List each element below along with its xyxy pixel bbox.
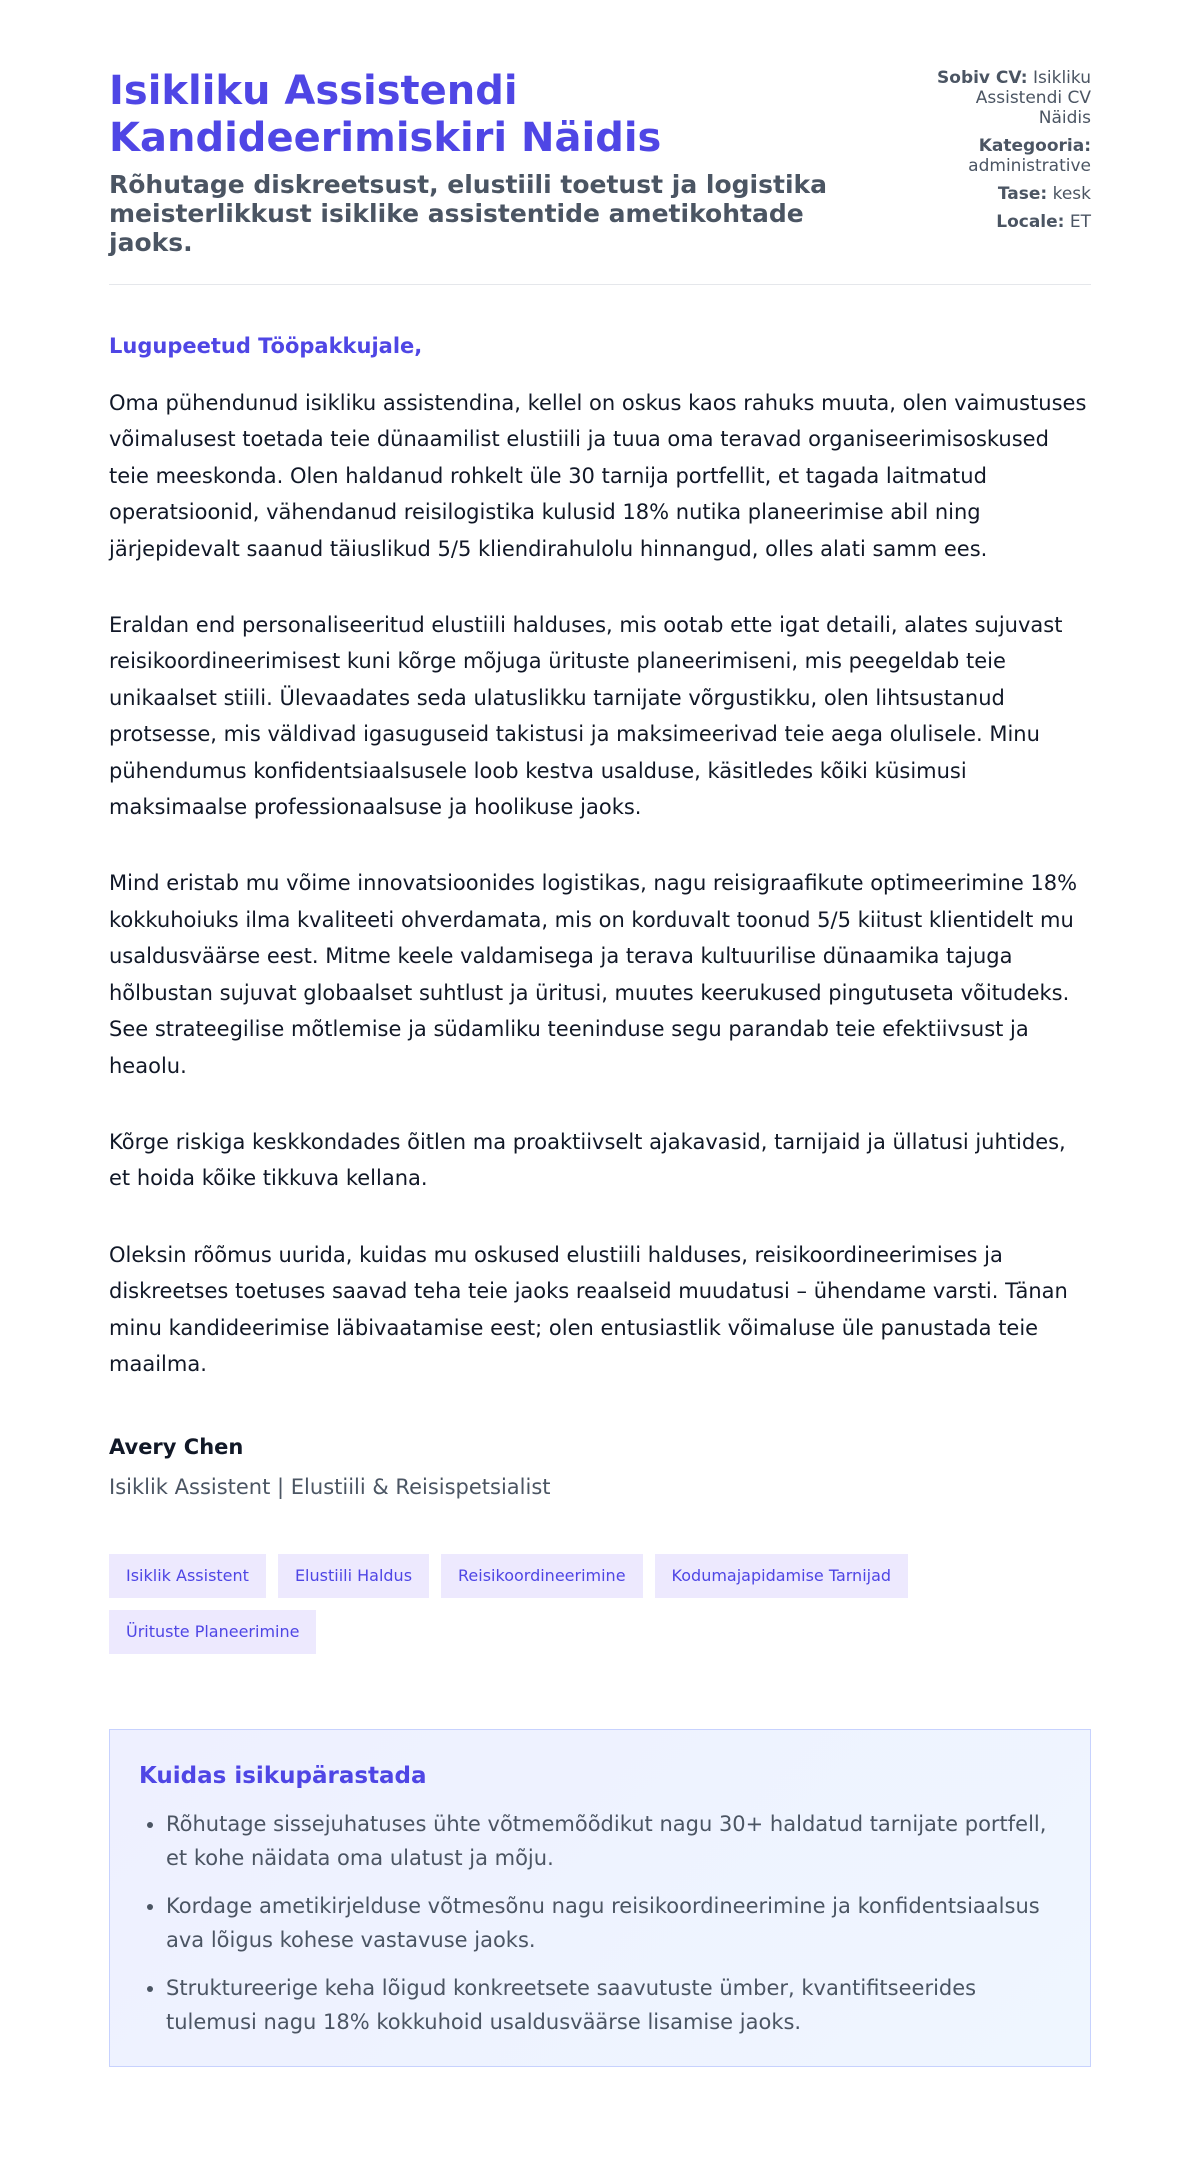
tips-list [139, 1807, 1061, 2039]
meta-locale [921, 212, 1091, 232]
meta-locale-label: Locale: [996, 212, 1065, 232]
personalization-tips-box [109, 1729, 1091, 2067]
letter-paragraph: Oma pühendunud isikliku assistendina, kellel on oskus kaos rahuks muuta, olen vaimustuses võimalusest toetada teie dünaamilist elustiili ja tuua oma teravad organiseerimisoskused teie meeskonda. Olen haldanud rohkelt üle 30 tarnija portfellit, et tagada laitmatud operatsioonid, vähendanud reisilogistika kulusid 18% nutika planeerimise abil ning järjepidevalt saanud täiuslikud 5/5 kliendirahulolu hinnangud, olles alati samm ees. [109, 391, 1087, 561]
meta-category-label: Kategooria: [978, 136, 1091, 156]
tip-item: • Struktureerige keha lõigud konkreetsete saavutuste ümber, kvantifitseerides tulemusi nagu 18% kokkuhoid usaldusväärse lisamise jaoks. [166, 1971, 1061, 2039]
skill-tag: Kodumajapidamise Tarnijad [655, 1554, 909, 1598]
page-title: Isikliku Assistendi Kandideerimiskiri Näidis [109, 68, 662, 161]
letter-body [109, 385, 1091, 1382]
skill-tag: Ürituste Planeerimine [109, 1610, 316, 1654]
signature-name: Avery Chen [109, 1435, 244, 1460]
letter-paragraph: Eraldan end personaliseeritud elustiili halduses, mis ootab ette igat detaili, alates sujuvast reisikoordineerimisest kuni kõrge mõjuga ürituste planeerimiseni, mis peegeldab teie unikaalset stiili. Ülevaadates seda ulatuslikku tarnijate võrgustikku, olen lihtsustanud protsesse, mis väldivad igasuguseid takistusi ja maksimeerivad teie aega olulisele. Minu pühendumus konfidentsiaalsusele loob kestva usalduse, käsitledes kõiki küsimusi maksimaalse professionaalsuse ja hoolikuse jaoks. [109, 613, 1063, 820]
letter-paragraph: Mind eristab mu võime innovatsioonides logistikas, nagu reisigraafikute optimeerimine 18% kokkuhoiuks ilma kvaliteeti ohverdamata, mis on korduvalt toonud 5/5 kiitust klientidelt mu usaldusväärse eest. Mitme keele valdamisega ja terava kultuurilise dünaamika tajuga hõlbustan sujuvat globaalset suhtlust ja üritusi, muutes keerukused pingutuseta võitudeks. See strateegilise mõtlemise ja südamliku teeninduse segu parandab teie efektiivsust ja heaolu. [109, 871, 1078, 1078]
skill-tag: Isiklik Assistent [109, 1554, 266, 1598]
meta-category [921, 136, 1091, 176]
meta-cv-label: Sobiv CV: [937, 68, 1028, 88]
meta-level-label: Tase: [997, 184, 1048, 204]
salutation: Lugupeetud Tööpakkujale, [109, 334, 423, 358]
skill-tags [109, 1554, 1099, 1654]
meta-panel [921, 68, 1091, 240]
page-subtitle: Rõhutage diskreetsust, elustiili toetust ja logistika meisterlikkust isiklike assistentide ametikohtade jaoks. [109, 170, 828, 257]
meta-level-value: kesk [1052, 184, 1091, 204]
letter-paragraph: Kõrge riskiga keskkondades õitlen ma proaktiivselt ajakavasid, tarnijaid ja üllatusi juhtides, et hoida kõike tikkuva kellana. [109, 1129, 1066, 1191]
letter-paragraph: Oleksin rõõmus uurida, kuidas mu oskused elustiili halduses, reisikoordineerimises ja diskreetses toetuses saavad teha teie jaoks reaalseid muudatusi – ühendame varsti. Tänan minu kandideerimise läbivaatamise eest; olen entusiastlik võimaluse üle panustada teie maailma. [109, 1242, 1068, 1376]
skill-tag: Reisikoordineerimine [441, 1554, 643, 1598]
meta-cv [921, 68, 1091, 128]
tips-title: Kuidas isikupärastada [139, 1763, 427, 1790]
signature-block [109, 1434, 1091, 1500]
meta-level [921, 184, 1091, 204]
meta-category-value: administrative [968, 156, 1091, 176]
skill-tag: Elustiili Haldus [278, 1554, 429, 1598]
signature-title: Isiklik Assistent | Elustiili & Reisispetsialist [109, 1475, 551, 1500]
tip-item: • Rõhutage sissejuhatuses ühte võtmemõõdikut nagu 30+ haldatud tarnijate portfell, et kohe näidata oma ulatust ja mõju. [166, 1807, 1061, 1875]
meta-cv-value: Isikliku Assistendi CV Näidis [975, 68, 1091, 128]
tip-item: • Kordage ametikirjelduse võtmesõnu nagu reisikoordineerimine ja konfidentsiaalsus ava lõigus kohese vastavuse jaoks. [166, 1889, 1061, 1957]
page-header [109, 68, 1091, 285]
title-block [109, 68, 869, 257]
meta-locale-value: ET [1069, 212, 1091, 232]
